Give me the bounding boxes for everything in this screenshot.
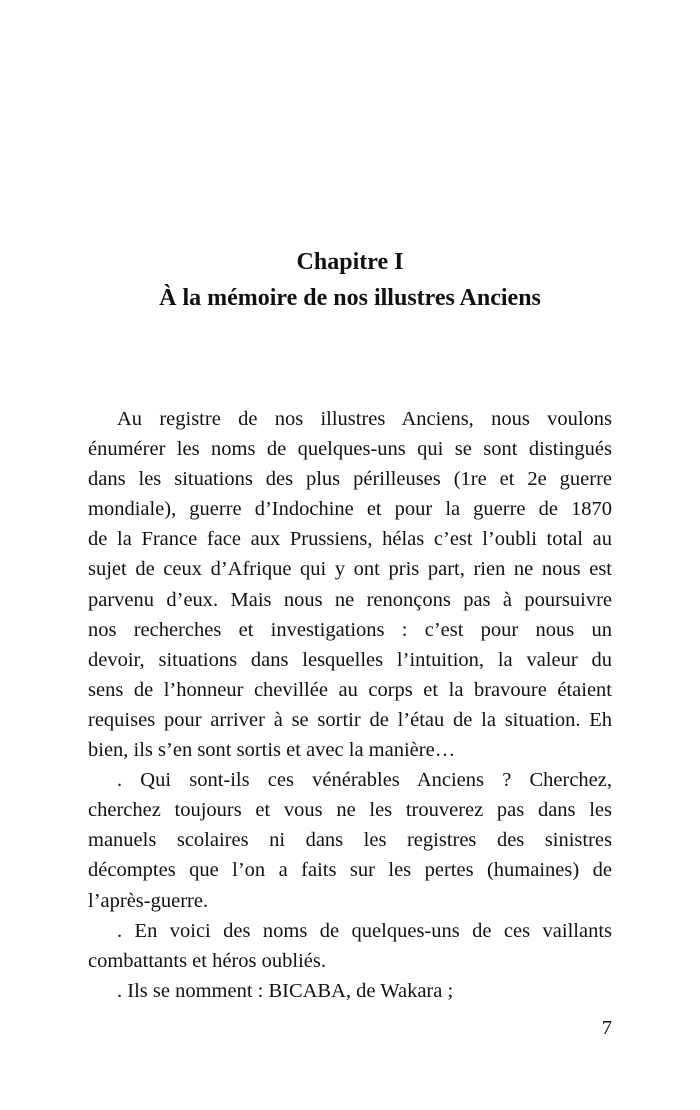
text-line: dans les situations des plus périlleuses (1re et 2e guerre — [88, 468, 612, 491]
text-line: décomptes que l’on a faits sur les pertes (humaines) de — [88, 859, 612, 882]
text-line: . En voici des noms de quelques-uns de ces vaillants — [117, 919, 612, 942]
text-line: nos recherches et investigations : c’est pour nous un — [88, 618, 612, 641]
text-line: mondiale), guerre d’Indochine et pour la guerre de 1870 — [88, 498, 612, 521]
text-line: de la France face aux Prussiens, hélas c’est l’oubli total au — [88, 528, 612, 551]
page-number: 7 — [601, 1017, 612, 1039]
text-line: parvenu d’eux. Mais nous ne renonçons pas à poursuivre — [88, 588, 612, 611]
text-line: cherchez toujours et vous ne les trouverez pas dans les — [88, 799, 612, 822]
text-line: manuels scolaires ni dans les registres des sinistres — [88, 829, 612, 852]
body-text — [88, 404, 612, 1006]
text-line: . Ils se nomment : BICABA, de Wakara ; — [117, 979, 454, 1002]
text-line: devoir, situations dans lesquelles l’intuition, la valeur du — [88, 648, 612, 671]
text-line: Au registre de nos illustres Anciens, nous voulons — [117, 408, 612, 430]
chapter-title: À la mémoire de nos illustres Anciens — [159, 285, 541, 311]
text-line: bien, ils s’en sont sortis et avec la manière… — [88, 739, 456, 762]
text-line: requises pour arriver à se sortir de l’étau de la situation. Eh — [88, 708, 612, 731]
text-line: combattants et héros oubliés. — [88, 949, 326, 972]
text-line: . Qui sont-ils ces vénérables Anciens ? Cherchez, — [117, 769, 612, 792]
text-line: énumérer les noms de quelques-uns qui se sont distingués — [88, 438, 612, 461]
chapter-number: Chapitre I — [296, 249, 404, 275]
text-line: sens de l’honneur chevillée au corps et la bravoure étaient — [88, 678, 612, 701]
text-line: sujet de ceux d’Afrique qui y ont pris part, rien ne nous est — [88, 558, 612, 581]
text-line: l’après-guerre. — [88, 889, 209, 912]
